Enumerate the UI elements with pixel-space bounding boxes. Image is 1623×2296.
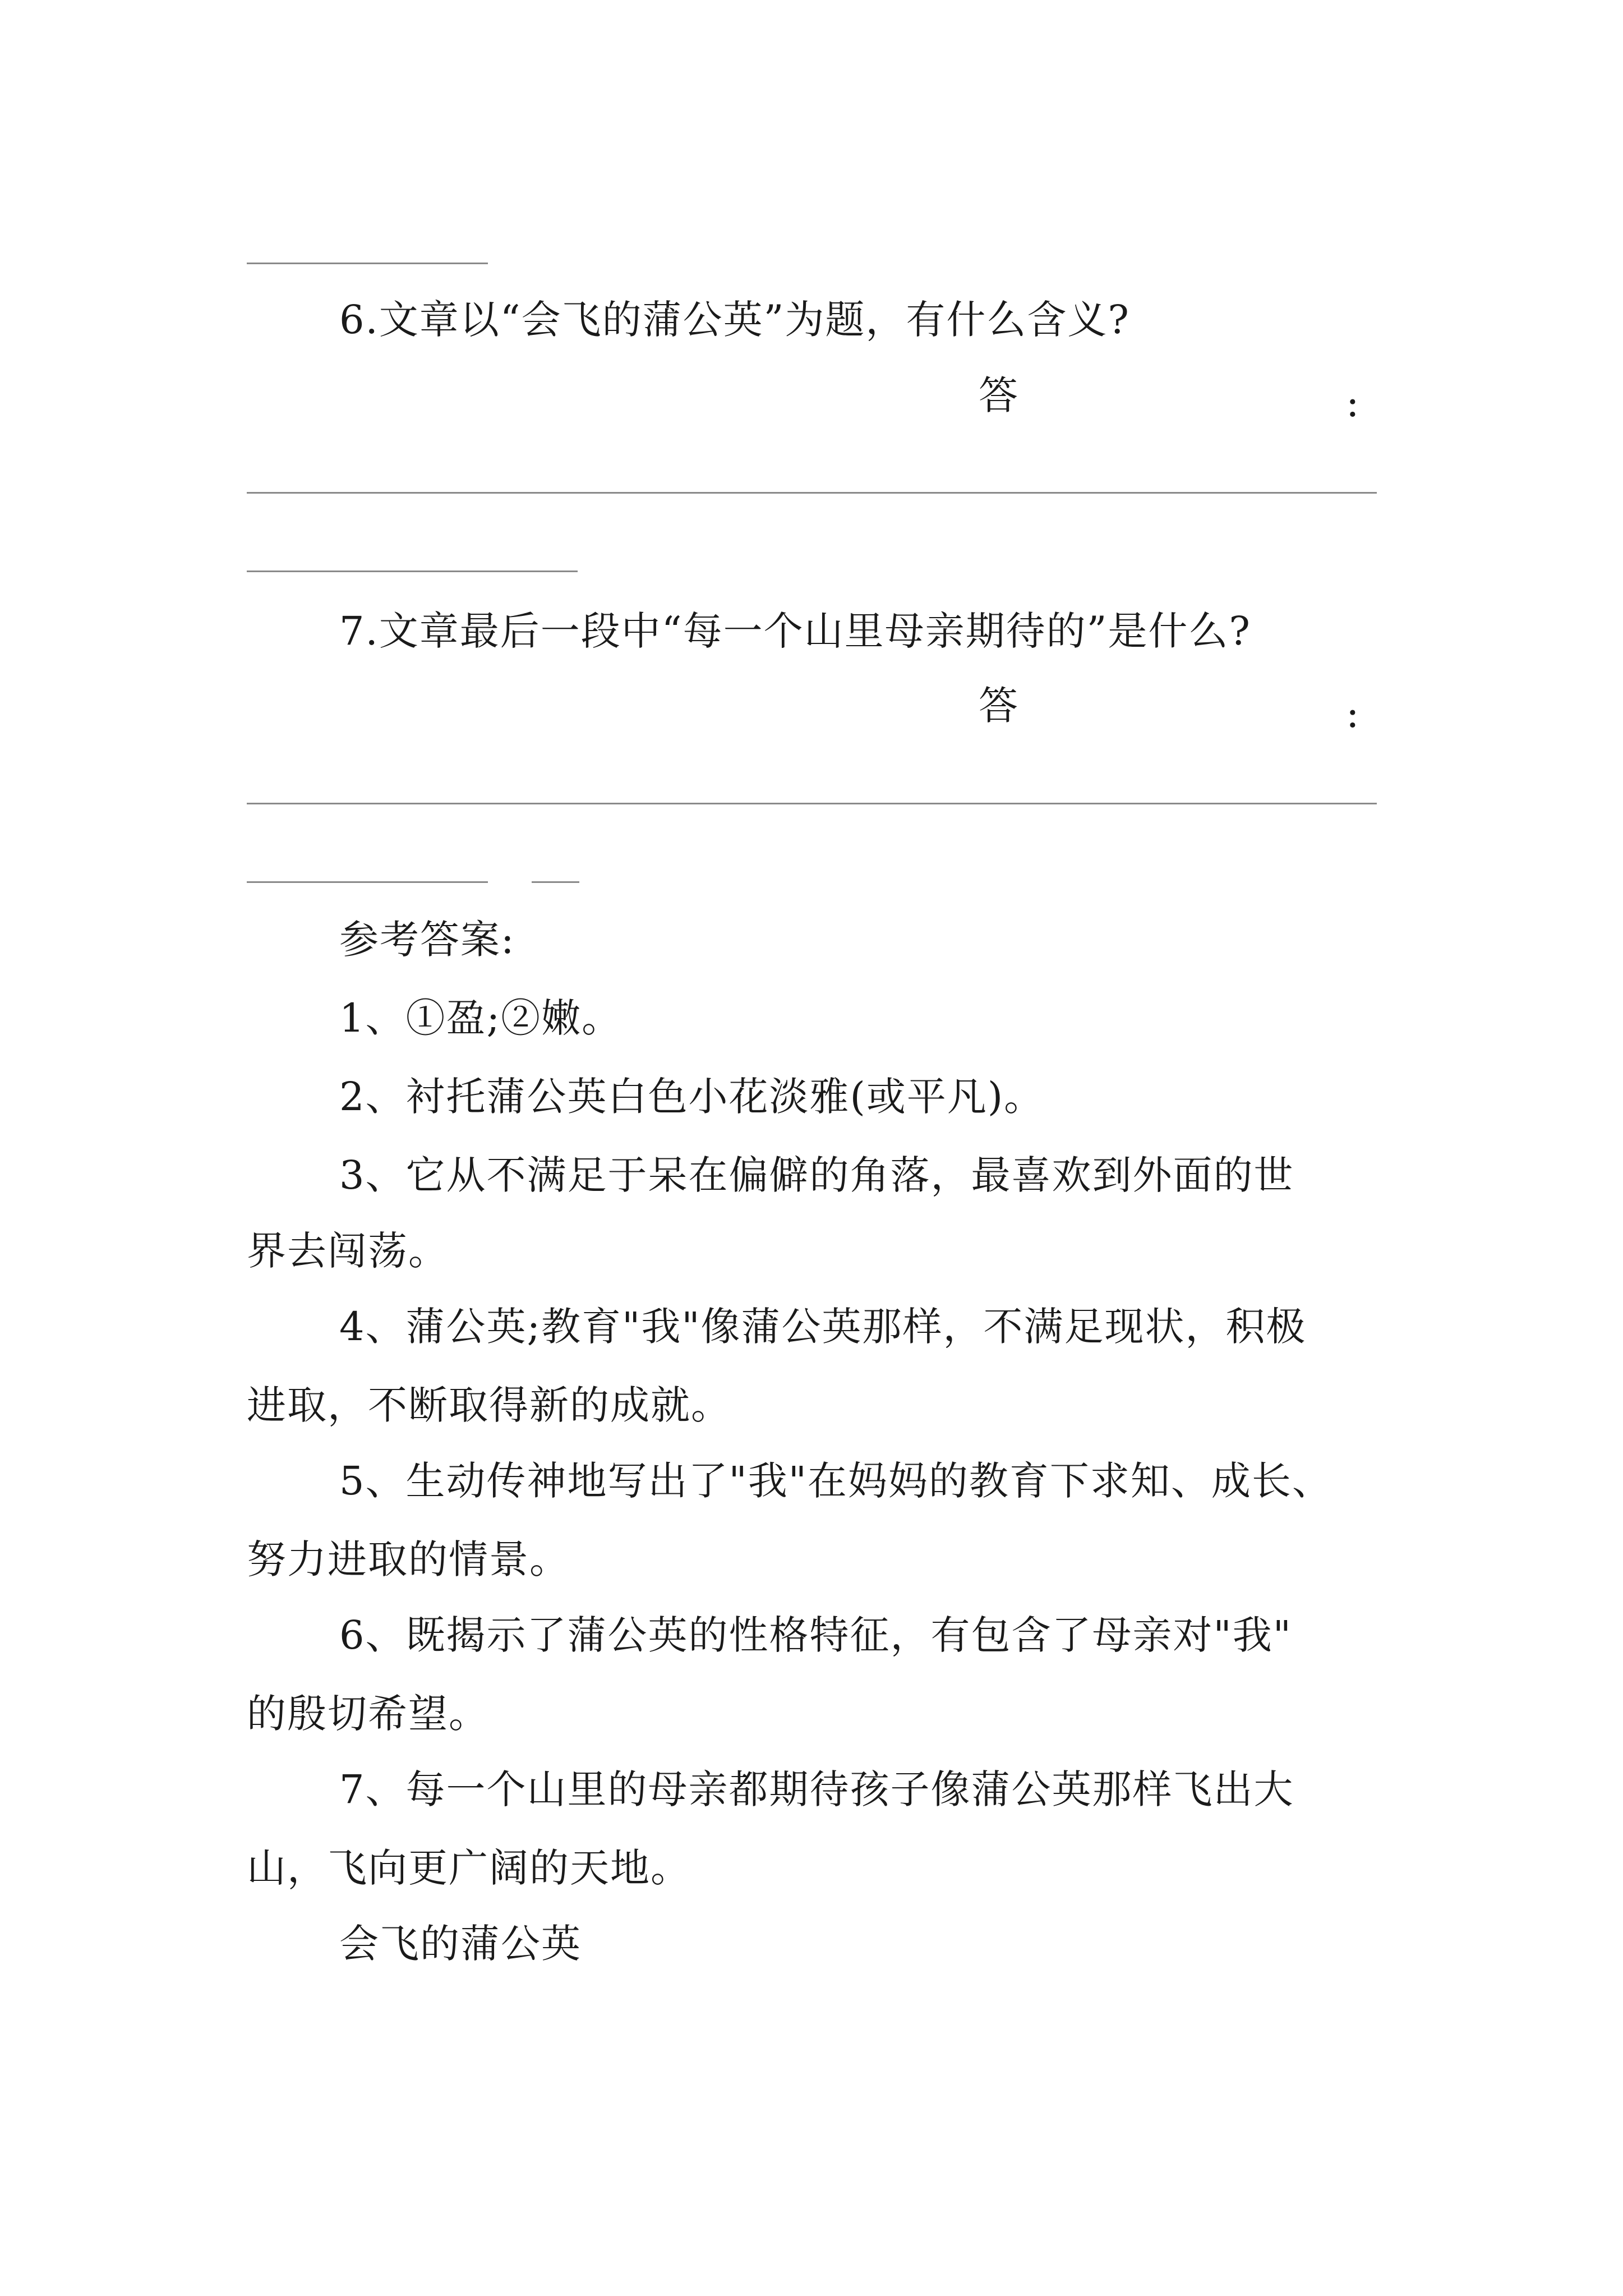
question-6 bbox=[339, 292, 1130, 348]
answer-4-line-1: 4、蒲公英;教育"我"像蒲公英那样，不满足现状，积极 bbox=[339, 1304, 1307, 1350]
answer-rule-short bbox=[247, 263, 488, 264]
answer-3-line-2: 界去闯荡。 bbox=[247, 1228, 449, 1274]
question-6-text: 文章以“会飞的蒲公英”为题，有什么含义? bbox=[379, 297, 1130, 343]
answer-6-line-1: 6、既揭示了蒲公英的性格特征，有包含了母亲对"我" bbox=[339, 1612, 1292, 1658]
closing-title: 会飞的蒲公英 bbox=[339, 1921, 582, 1967]
answer-1-line-1: 1、①盈;②嫩。 bbox=[339, 995, 623, 1041]
answer-2-line-1: 2、衬托蒲公英白色小花淡雅(或平凡)。 bbox=[339, 1074, 1045, 1120]
question-7-number: 7. bbox=[339, 608, 379, 654]
question-7-answer-label: 答 bbox=[979, 683, 1018, 729]
answer-7-line-1: 7、每一个山里的母亲都期待孩子像蒲公英那样飞出大 bbox=[339, 1766, 1294, 1812]
question-7-answer-colon: : bbox=[1346, 691, 1359, 737]
answer-7-line-2: 山，飞向更广阔的天地。 bbox=[247, 1845, 691, 1891]
question-7-answer-rule-long bbox=[247, 803, 1377, 804]
answer-4-line-2: 进取，不断取得新的成就。 bbox=[247, 1382, 731, 1428]
question-7 bbox=[339, 603, 1251, 659]
question-7-answer-rule-b bbox=[532, 881, 579, 883]
question-6-answer-rule-long bbox=[247, 492, 1377, 494]
question-6-answer-label: 答 bbox=[979, 372, 1018, 418]
question-7-text: 文章最后一段中“每一个山里母亲期待的”是什么? bbox=[379, 608, 1251, 654]
answer-3-line-1: 3、它从不满足于呆在偏僻的角落，最喜欢到外面的世 bbox=[339, 1152, 1294, 1198]
reference-heading: 参考答案: bbox=[339, 917, 515, 963]
question-7-answer-rule-a bbox=[247, 881, 488, 883]
answer-6-line-2: 的殷切希望。 bbox=[247, 1691, 489, 1737]
question-6-answer-rule-short bbox=[247, 570, 578, 572]
answer-5-line-2: 努力进取的情景。 bbox=[247, 1536, 570, 1582]
question-6-number: 6. bbox=[339, 297, 379, 343]
question-6-answer-colon: : bbox=[1346, 380, 1359, 426]
answer-5-line-1: 5、生动传神地写出了"我"在妈妈的教育下求知、成长、 bbox=[339, 1458, 1332, 1504]
